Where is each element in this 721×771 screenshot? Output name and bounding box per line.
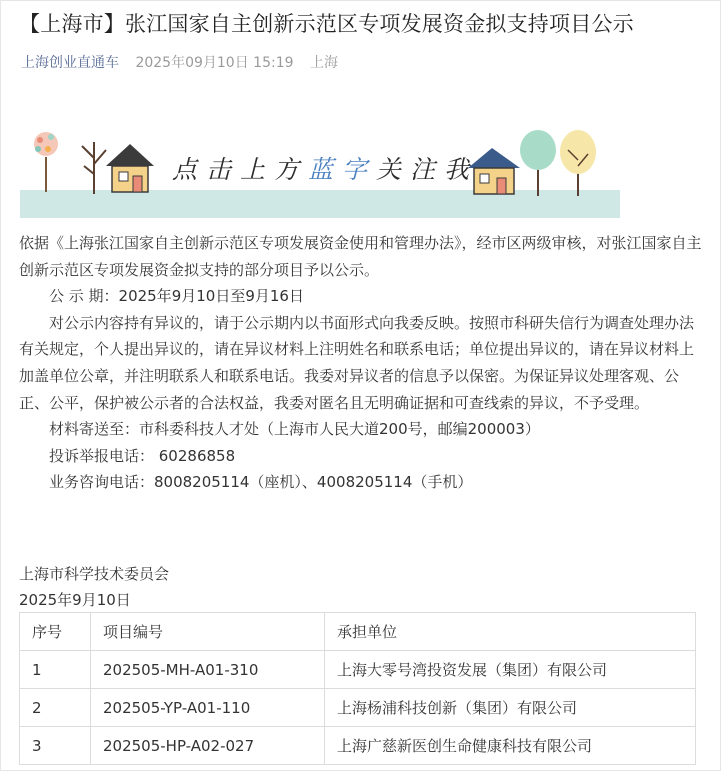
cell-organization: 上海广慈新医创生命健康科技有限公司 <box>325 727 696 765</box>
header-cell-project-id: 项目编号 <box>91 613 325 651</box>
publish-date: 2025年09月10日 15:19 <box>135 55 294 71</box>
cell-organization: 上海杨浦科技创新（集团）有限公司 <box>325 689 696 727</box>
project-table <box>19 612 696 765</box>
cell-project-id: 202505-MH-A01-310 <box>91 651 325 689</box>
article-meta <box>21 52 338 72</box>
article-title: 【上海市】张江国家自主创新示范区专项发展资金拟支持项目公示 <box>19 12 634 36</box>
complaint-phone-line: 投诉举报电话： 60286858 <box>49 446 236 465</box>
address-line: 材料寄送至：市科委科技人才处（上海市人民大道200号，邮编200003） <box>49 420 540 439</box>
consult-phone-line: 业务咨询电话：8008205114（座机）、4008205114（手机） <box>49 473 473 492</box>
cell-index: 3 <box>20 727 91 765</box>
table-row <box>20 651 696 689</box>
signature-date: 2025年9月10日 <box>19 591 131 609</box>
announcement-body <box>19 230 703 496</box>
follow-prompt-part2: 关注我 <box>376 155 479 184</box>
table-row <box>20 727 696 765</box>
cell-organization: 上海大零号湾投资发展（集团）有限公司 <box>325 651 696 689</box>
follow-prompt-part1: 点击上方 <box>172 155 309 184</box>
follow-prompt[interactable] <box>172 150 478 186</box>
banner-band <box>20 190 620 218</box>
flower-tree-icon <box>34 132 58 192</box>
publish-location: 上海 <box>309 55 338 71</box>
author-link[interactable]: 上海创业直通车 <box>21 55 119 71</box>
objection-paragraph: 对公示内容持有异议的，请于公示期内以书面形式向我委反映。按照市科研失信行为调查处理办法有关规定，个人提出异议的，请在异议材料上注明姓名和联系电话；单位提出异议的，请在异议材料上加盖单位公章，并注明联系人和联系电话。我委对异议者的信息予以保密。为保证异议处理客观、公正、公平，保护被公示者的合法权益，我委对匿名且无明确证据和可查线索的异议，不予受理。 <box>19 313 695 412</box>
yellow-tree-icon <box>560 130 596 196</box>
house-icon <box>106 144 154 192</box>
round-tree-icon <box>520 130 556 196</box>
cell-index: 1 <box>20 651 91 689</box>
bare-tree-icon <box>82 142 106 194</box>
signature-org: 上海市科学技术委员会 <box>19 565 170 583</box>
period-line: 公 示 期：2025年9月10日至9月16日 <box>49 287 304 306</box>
cell-project-id: 202505-HP-A02-027 <box>91 727 325 765</box>
table-row <box>20 689 696 727</box>
table-header-row <box>20 613 696 651</box>
follow-prompt-highlight: 蓝字 <box>308 155 377 184</box>
header-cell-organization: 承担单位 <box>325 613 696 651</box>
signature-block <box>19 561 169 613</box>
header-cell-index: 序号 <box>20 613 91 651</box>
cell-index: 2 <box>20 689 91 727</box>
cell-project-id: 202505-YP-A01-110 <box>91 689 325 727</box>
intro-paragraph: 依据《上海张江国家自主创新示范区专项发展资金使用和管理办法》，经市区两级审核，对张江国家自主创新示范区专项发展资金拟支持的部分项目予以公示。 <box>19 234 702 279</box>
